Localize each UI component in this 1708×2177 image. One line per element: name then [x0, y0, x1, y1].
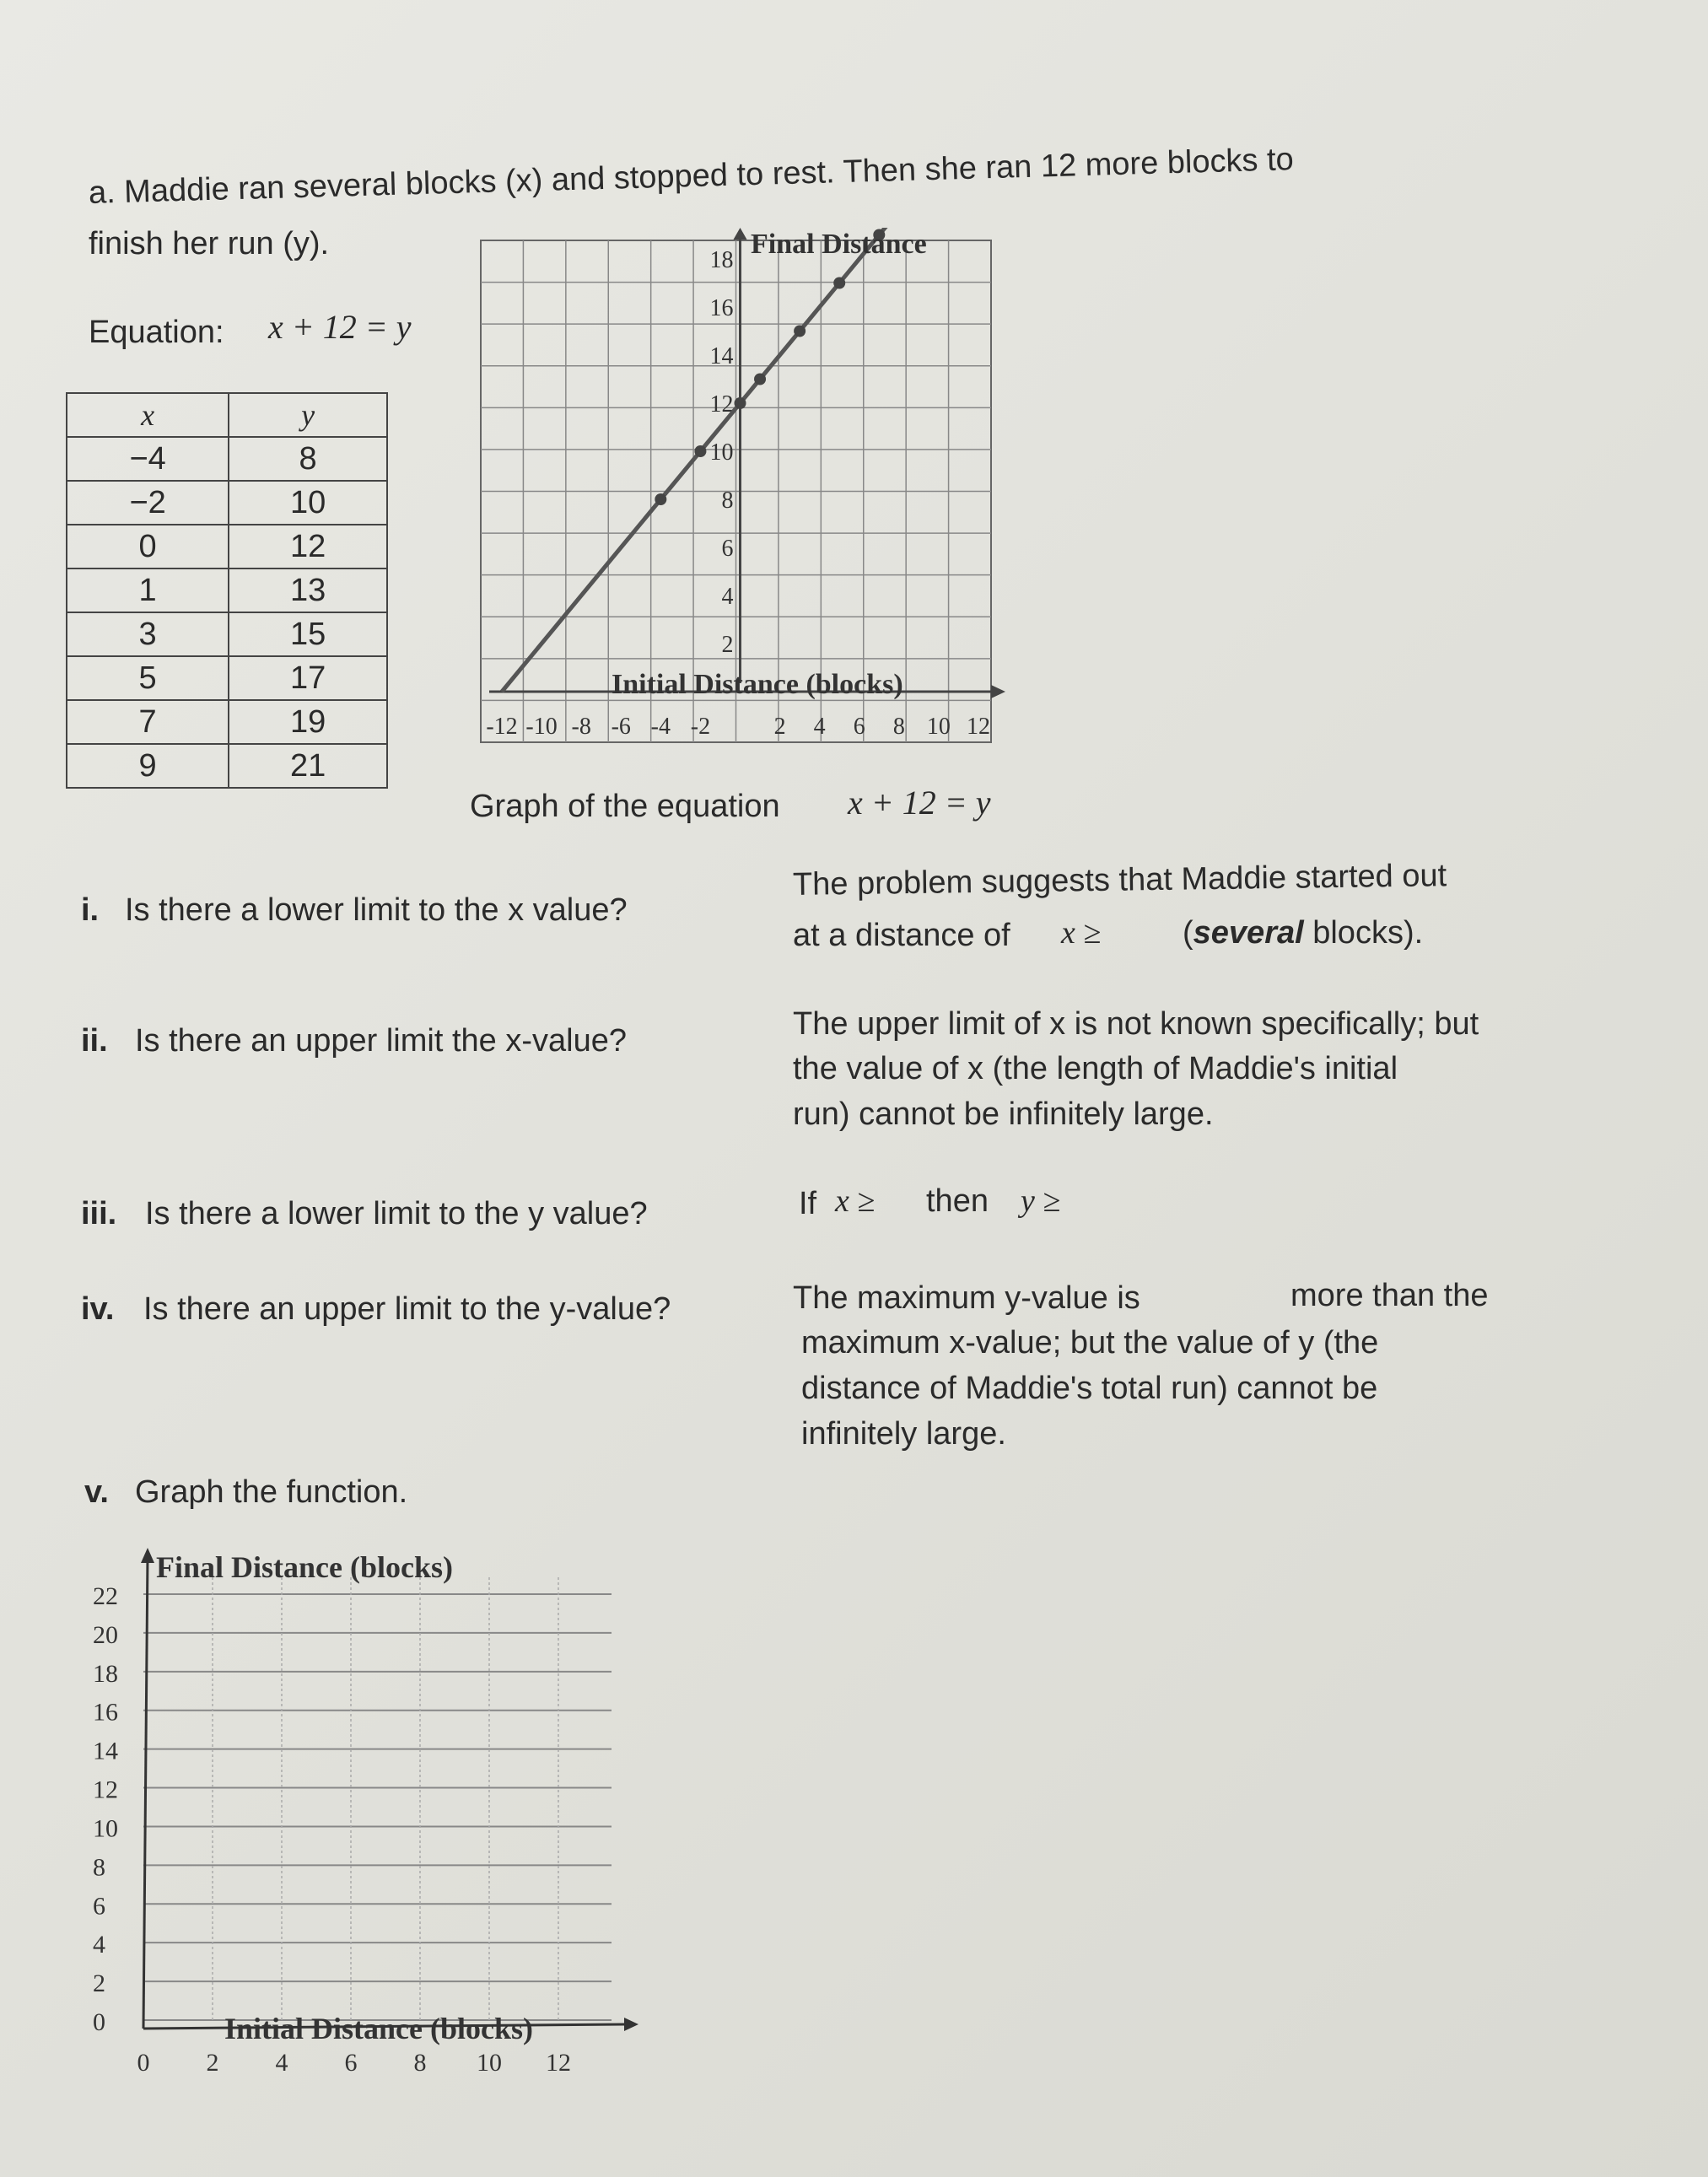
equation-label: Equation: [89, 315, 224, 350]
data-point [655, 493, 666, 505]
table-row [67, 744, 387, 788]
data-point [694, 445, 706, 457]
q1-answer-2c [1183, 913, 1423, 954]
data-point [754, 374, 766, 385]
q3-num: iii. [81, 1196, 117, 1231]
q4-num: iv. [81, 1291, 115, 1327]
graph-1-caption-eq: x + 12 = y [848, 784, 991, 822]
y-tick-label: 22 [93, 1582, 118, 1610]
x-tick-label: -8 [571, 714, 591, 740]
x-tick-label: 0 [137, 2049, 150, 2077]
table-cell: 0 [67, 525, 229, 568]
y-tick-label: 8 [93, 1853, 105, 1882]
q2-answer-3: run) cannot be infinitely large. [793, 1097, 1214, 1132]
q1-answer-2b: x ≥ [1061, 915, 1102, 951]
q3-question: Is there a lower limit to the y value? [145, 1196, 648, 1231]
q1-answer-1: The problem suggests that Maddie started out [792, 858, 1447, 903]
data-point [794, 326, 806, 337]
table-cell: 7 [67, 700, 229, 744]
graph-2-ticks [93, 1548, 638, 2077]
y-tick-label: 18 [93, 1659, 118, 1688]
q3-then: then [926, 1183, 989, 1219]
table-cell: 9 [67, 744, 229, 788]
q4-answer-1b: more than the [1290, 1278, 1489, 1313]
intro-line-2: finish her run (y). [89, 226, 330, 261]
x-tick-label: 12 [546, 2049, 571, 2077]
x-axis-arrow [624, 2018, 638, 2031]
y-tick-label: 6 [93, 1892, 105, 1921]
y-tick-label: 20 [93, 1620, 118, 1649]
x-tick-label: -10 [525, 714, 558, 740]
graph-1-x-title: Initial Distance (blocks) [612, 669, 903, 700]
y-tick-label: 12 [709, 391, 734, 418]
y-tick-label: 12 [93, 1776, 118, 1804]
table-cell: 15 [229, 612, 387, 656]
x-tick-label: 4 [275, 2049, 288, 2077]
intro-line-1: a. Maddie ran several blocks (x) and stopped to rest. Then she ran 12 more blocks to [88, 142, 1295, 211]
q1-several: several [1193, 915, 1304, 951]
y-tick-label: 0 [93, 2008, 105, 2036]
q5-num: v. [84, 1474, 109, 1510]
table-cell: 12 [229, 525, 387, 568]
q4-answer-3: distance of Maddie's total run) cannot be [801, 1371, 1378, 1406]
data-point [735, 397, 746, 409]
table-cell: 17 [229, 656, 387, 700]
table-cell: 19 [229, 700, 387, 744]
table-cell: −2 [67, 481, 229, 525]
q5-question: Graph the function. [135, 1474, 408, 1510]
q1-paren: ( [1183, 915, 1193, 951]
y-tick-label: 4 [93, 1931, 105, 1959]
x-tick-label: -12 [486, 714, 518, 740]
xy-table [66, 392, 388, 789]
x-tick-label: 4 [813, 714, 826, 740]
x-tick-label: -2 [690, 714, 711, 740]
y-tick-label: 18 [709, 247, 734, 273]
table-cell: 8 [229, 437, 387, 481]
graph-2-y-title: Final Distance (blocks) [156, 1550, 454, 1584]
equation: x + 12 = y [268, 308, 412, 346]
graph-2 [67, 1535, 641, 2126]
table-cell: 5 [67, 656, 229, 700]
table-cell: 10 [229, 481, 387, 525]
table-header-row [67, 393, 387, 437]
y-tick-label: 2 [721, 632, 734, 658]
y-tick-label: 6 [721, 536, 734, 562]
x-tick-label: 10 [926, 714, 951, 740]
table-row [67, 612, 387, 656]
table-row [67, 700, 387, 744]
graph-2-x-title: Initial Distance (blocks) [224, 2012, 534, 2045]
table-cell: −4 [67, 437, 229, 481]
y-tick-label: 2 [93, 1970, 105, 1998]
x-tick-label: 2 [773, 714, 786, 740]
x-tick-label: 6 [344, 2049, 358, 2077]
x-tick-label: 12 [967, 714, 990, 740]
q1-question: Is there a lower limit to the x value? [125, 892, 628, 928]
x-tick-label: 6 [853, 714, 865, 740]
table-row [67, 481, 387, 525]
table-header-y: y [229, 393, 387, 437]
y-tick-label: 16 [709, 295, 734, 321]
y-axis-arrow [141, 1548, 154, 1563]
y-axis-arrow [734, 228, 747, 240]
q4-answer-1a: The maximum y-value is [793, 1280, 1140, 1316]
table-cell: 21 [229, 744, 387, 788]
table-cell: 1 [67, 568, 229, 612]
graph-1-y-title: Final Distance [751, 229, 927, 260]
x-axis-arrow [991, 685, 1005, 698]
q2-answer-1: The upper limit of x is not known specifically; but [793, 1006, 1479, 1042]
y-axis [143, 1556, 148, 2029]
table-row [67, 525, 387, 568]
table-row [67, 656, 387, 700]
x-tick-label: 8 [892, 714, 905, 740]
x-tick-label: -6 [611, 714, 631, 740]
table-row [67, 437, 387, 481]
graph-1-ticks [486, 228, 1005, 740]
q2-num: ii. [81, 1023, 108, 1059]
q3-y: y ≥ [1021, 1183, 1061, 1219]
data-point [833, 278, 845, 289]
table-cell: 3 [67, 612, 229, 656]
x-tick-label: 2 [206, 2049, 219, 2077]
x-tick-label: 8 [413, 2049, 427, 2077]
y-tick-label: 8 [721, 488, 734, 514]
q4-question: Is there an upper limit to the y-value? [143, 1291, 671, 1327]
x-tick-label: -4 [650, 714, 671, 740]
table-cell: 13 [229, 568, 387, 612]
y-tick-label: 10 [93, 1814, 118, 1843]
graph-1 [472, 228, 1012, 801]
y-tick-label: 4 [721, 584, 734, 610]
graph-1-caption: Graph of the equation [470, 789, 780, 824]
table-header-x: x [67, 393, 229, 437]
q1-answer-2a: at a distance of [793, 918, 1010, 953]
y-tick-label: 14 [93, 1737, 118, 1765]
y-tick-label: 10 [709, 439, 734, 466]
q2-question: Is there an upper limit the x-value? [135, 1023, 627, 1059]
table-row [67, 568, 387, 612]
x-tick-label: 10 [477, 2049, 502, 2077]
q4-answer-2: maximum x-value; but the value of y (the [801, 1325, 1379, 1361]
q1-blocks: blocks). [1303, 915, 1424, 951]
graph-1-grid [481, 240, 991, 742]
q2-answer-2: the value of x (the length of Maddie's initial [793, 1051, 1398, 1086]
y-tick-label: 14 [709, 343, 734, 369]
y-tick-label: 16 [93, 1698, 118, 1727]
q1-num: i. [81, 892, 100, 928]
q4-answer-4: infinitely large. [801, 1416, 1006, 1452]
q3-x: x ≥ [835, 1183, 876, 1219]
q3-if: If [799, 1186, 817, 1221]
graph-2-grid [143, 1577, 612, 2020]
